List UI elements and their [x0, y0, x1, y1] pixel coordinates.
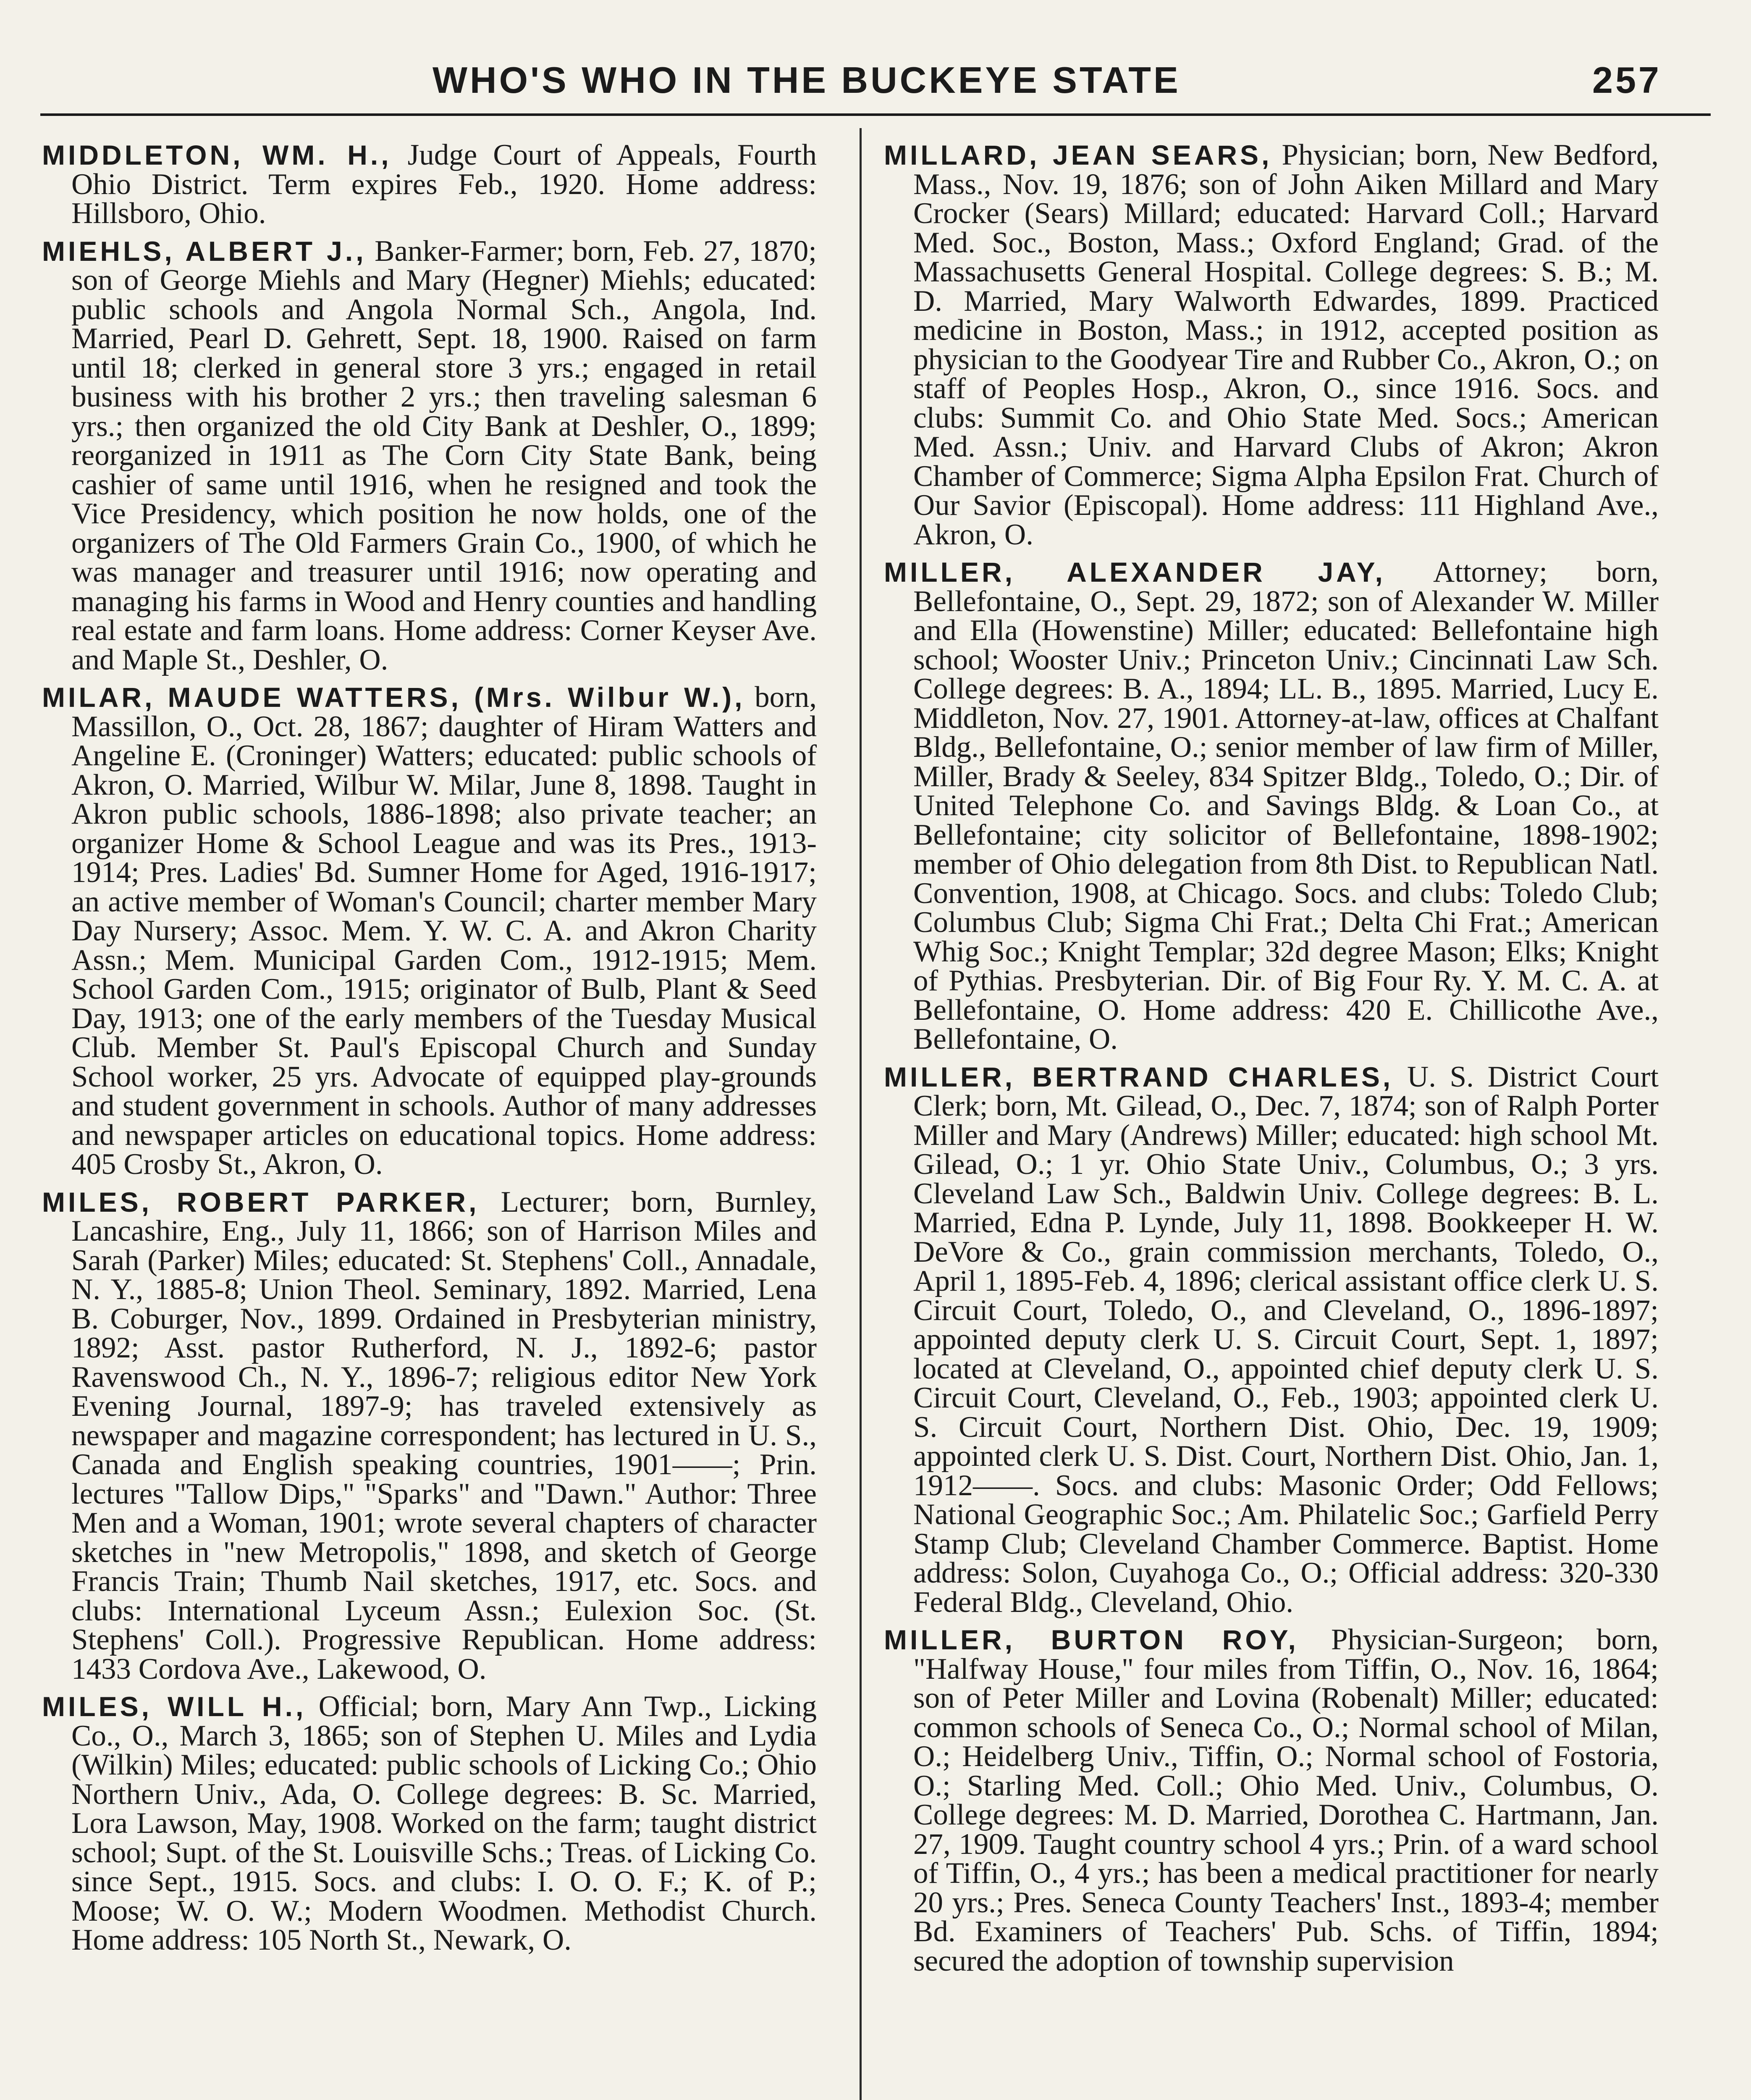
biography-entry: [42, 1185, 817, 1685]
right-column: [884, 141, 1659, 1984]
entry-name: MILLER, BERTRAND CHARLES,: [884, 1061, 1394, 1092]
entry-name: MIDDLETON, WM. H.,: [42, 139, 392, 171]
biography-entry: [42, 141, 817, 228]
entry-text: Official; born, Mary Ann Twp., Licking Co., O., March 3, 1865; son of Stephen U. Miles and Lydia (Wilkin) Miles; educated: public schools of Licking Co.; Ohio Northern Univ., Ada, O. College degrees: B. Sc. Married, Lora Lawson, May, 1908. Worked on the farm; taught district school; Supt. of the St. Louisville Schs.; Treas. of Licking Co. since Sept., 1915. Socs. and clubs: I. O. O. F.; K. of P.; Moose; W. O. W.; Modern Woodmen. Methodist Church. Home address: 105 North St., Newark, O.: [71, 1690, 817, 1956]
entry-name: MILES, ROBERT PARKER,: [42, 1186, 480, 1218]
entry-name: MILLER, ALEXANDER JAY,: [884, 556, 1386, 588]
entry-text: Banker-Farmer; born, Feb. 27, 1870; son of George Miehls and Mary (Hegner) Miehls; educated: public schools and Angola Normal Sch., Angola, Ind. Married, Pearl D. Gehrett, Sept. 18, 1900. Raised on farm until 18; clerked in general store 3 yrs.; engaged in retail business with his brother 2 yrs.; then traveling salesman 6 yrs.; then organized the old City Bank at Deshler, O., 1899; reorganized in 1911 as The Corn City State Bank, being cashier of same until 1916, when he resigned and took the Vice Presidency, which position he now holds, one of the organizers of The Old Farmers Grain Co., 1900, of which he was manager and treasurer until 1916; now operating and managing his farms in Wood and Henry counties and handling real estate and farm loans. Home address: Corner Keyser Ave. and Maple St., Deshler, O.: [71, 234, 817, 676]
running-title: WHO'S WHO IN THE BUCKEYE STATE: [433, 59, 1181, 101]
biography-entry: [42, 1692, 817, 1955]
entry-text: Physician-Surgeon; born, "Halfway House," four miles from Tiffin, O., Nov. 16, 1864; son of Peter Miller and Lovina (Robenalt) Miller; educated: common schools of Seneca Co., O.; Normal school of Milan, O.; Heidelberg Univ., Tiffin, O.; Normal school of Fostoria, O.; Starling Med. Coll.; Ohio Med. Univ., Columbus, O. College degrees: M. D. Married, Dorothea C. Hartmann, Jan. 27, 1909. Taught country school 4 yrs.; Prin. of a ward school of Tiffin, O., 4 yrs.; has been a medical practitioner for nearly 20 yrs.; Pres. Seneca County Teachers' Inst., 1893-4; member Bd. Examiners of Teachers' Pub. Schs. of Tiffin, 1894; secured the adoption of township supervision: [913, 1623, 1659, 1977]
page-number: 257: [1592, 59, 1662, 101]
header-rule: [40, 113, 1711, 116]
entry-text: Attorney; born, Bellefontaine, O., Sept. 29, 1872; son of Alexander W. Miller and Ella (Howenstine) Miller; educated: Bellefontaine high school; Wooster Univ.; Princeton Univ.; Cincinnati Law Sch. College degrees: B. A., 1894; LL. B., 1895. Married, Lucy E. Middleton, Nov. 27, 1901. Attorney-at-law, offices at Chalfant Bldg., Bellefontaine, O.; senior member of law firm of Miller, Miller, Brady & Seeley, 834 Spitzer Bldg., Toledo, O.; Dir. of United Telephone Co. and Savings Bldg. & Loan Co., at Bellefontaine; city solicitor of Bellefontaine, 1898-1902; member of Ohio delegation from 8th Dist. to Republican Natl. Convention, 1908, at Chicago. Socs. and clubs: Toledo Club; Columbus Club; Sigma Chi Frat.; Delta Chi Frat.; American Whig Soc.; Knight Templar; 32d degree Mason; Elks; Knight of Pythias. Presbyterian. Dir. of Big Four Ry. Y. M. C. A. at Bellefontaine, O. Home address: 420 E. Chillicothe Ave., Bellefontaine, O.: [913, 556, 1659, 1055]
left-column: [42, 141, 817, 1964]
biography-entry: [42, 683, 817, 1179]
entry-text: Lecturer; born, Burnley, Lancashire, Eng., July 11, 1866; son of Harrison Miles and Sarah (Parker) Miles; educated: St. Stephens' Coll., Annadale, N. Y., 1885-8; Union Theol. Seminary, 1892. Married, Lena B. Coburger, Nov., 1899. Ordained in Presbyterian ministry, 1892; Asst. pastor Rutherford, N. J., 1892-6; pastor Ravenswood Ch., N. Y., 1896-7; religious editor New York Evening Journal, 1897-9; has traveled extensively as newspaper and magazine correspondent; has lectured in U. S., Canada and English speaking countries, 1901——; Prin. lectures "Tallow Dips," "Sparks" and "Dawn." Author: Three Men and a Woman, 1901; wrote several chapters of character sketches in "new Metropolis," 1898, and sketch of George Francis Train; Thumb Nail sketches, 1917, etc. Socs. and clubs: International Lyceum Assn.; Eulexion Soc. (St. Stephens' Coll.). Progressive Republican. Home address: 1433 Cordova Ave., Lakewood, O.: [71, 1185, 817, 1685]
biography-entry: [42, 234, 817, 676]
biography-entry: [884, 558, 1659, 1054]
entry-name: MILLARD, JEAN SEARS,: [884, 139, 1272, 171]
entry-name: MILLER, BURTON ROY,: [884, 1624, 1299, 1655]
entry-text: born, Massillon, O., Oct. 28, 1867; daughter of Hiram Watters and Angeline E. (Croninger) Watters; educated: public schools of Akron, O. Married, Wilbur W. Milar, June 8, 1898. Taught in Akron public schools, 1886-1898; also private teacher; an organizer Home & School League and was its Pres., 1913-1914; Pres. Ladies' Bd. Sumner Home for Aged, 1916-1917; an active member of Woman's Council; charter member Mary Day Nursery; Assoc. Mem. Y. W. C. A. and Akron Charity Assn.; Mem. Municipal Garden Com., 1912-1915; Mem. School Garden Com., 1915; originator of Bulb, Plant & Seed Day, 1913; one of the early members of the Tuesday Musical Club. Member St. Paul's Episcopal Church and Sunday School worker, 25 yrs. Advocate of equipped play-grounds and student government in schools. Author of many addresses and newspaper articles on educational topics. Home address: 405 Crosby St., Akron, O.: [71, 681, 817, 1181]
entry-name: MILAR, MAUDE WATTERS, (Mrs. Wilbur W.),: [42, 682, 745, 713]
biography-entry: [884, 141, 1659, 549]
entry-text: Physician; born, New Bedford, Mass., Nov. 19, 1876; son of John Aiken Millard and Mary Crocker (Sears) Millard; educated: Harvard Coll.; Harvard Med. Soc., Boston, Mass.; Oxford England; Grad. of the Massachusetts General Hospital. College degrees: S. B.; M. D. Married, Mary Walworth Edwardes, 1899. Practiced medicine in Boston, Mass.; in 1912, accepted position as physician to the Goodyear Tire and Rubber Co., Akron, O.; on staff of Peoples Hosp., Akron, O., since 1916. Socs. and clubs: Summit Co. and Ohio State Med. Socs.; American Med. Assn.; Univ. and Harvard Clubs of Akron; Akron Chamber of Commerce; Sigma Alpha Epsilon Frat. Church of Our Savior (Episcopal). Home address: 111 Highland Ave., Akron, O.: [913, 139, 1659, 551]
entry-name: MIEHLS, ALBERT J.,: [42, 235, 367, 267]
running-header: [0, 59, 1751, 109]
entry-text: Judge Court of Appeals, Fourth Ohio District. Term expires Feb., 1920. Home address: Hillsboro, Ohio.: [71, 139, 817, 230]
biography-entry: [884, 1060, 1659, 1619]
column-divider: [860, 128, 862, 2100]
entry-name: MILES, WILL H.,: [42, 1691, 307, 1722]
entry-text: U. S. District Court Clerk; born, Mt. Gilead, O., Dec. 7, 1874; son of Ralph Porter Miller and Mary (Andrews) Miller; educated: high school Mt. Gilead, O.; 1 yr. Ohio State Univ., Columbus, O.; 3 yrs. Cleveland Law Sch., Baldwin Univ. College degrees: B. L. Married, Edna P. Lynde, July 11, 1898. Bookkeeper H. W. DeVore & Co., grain commission merchants, Toledo, O., April 1, 1895-Feb. 4, 1896; clerical assistant office clerk U. S. Circuit Court, Toledo, O., and Cleveland, O., 1896-1897; appointed deputy clerk U. S. Circuit Court, Sept. 1, 1897; located at Cleveland, O., appointed chief deputy clerk U. S. Circuit Court, Cleveland, O., Feb., 1903; appointed clerk U. S. Circuit Court, Northern Dist. Ohio, Dec. 19, 1909; appointed clerk U. S. Dist. Court, Northern Dist. Ohio, Jan. 1, 1912——. Socs. and clubs: Masonic Order; Odd Fellows; National Geographic Soc.; Am. Philatelic Soc.; Garfield Perry Stamp Club; Cleveland Chamber Commerce. Baptist. Home address: Solon, Cuyahoga Co., O.; Official address: 320-330 Federal Bldg., Cleveland, Ohio.: [913, 1060, 1659, 1619]
biography-entry: [884, 1625, 1659, 1976]
